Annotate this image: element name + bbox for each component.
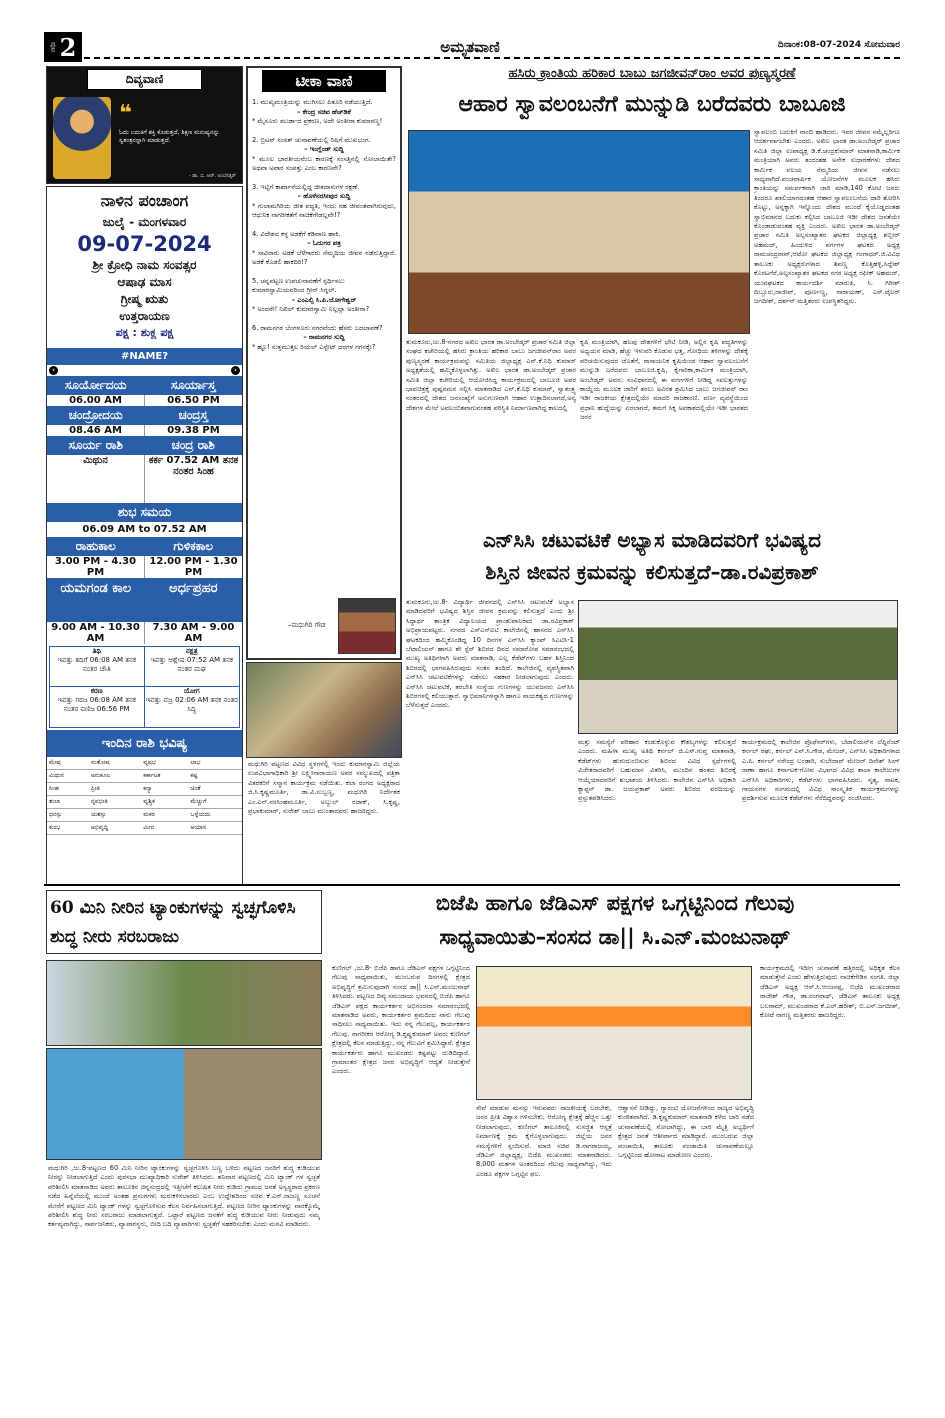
article2-col1: ತುಮಕೂರು,ಜು.8- ವಿದ್ಯಾರ್ಥಿ ಜೀವನದಲ್ಲಿ ಎನ್‌ಸಿಸಿ ಚಟುವಟಿಕೆ ಅಭ್ಯಾಸ ಮಾಡಿದವರಿಗೆ ಭವಿಷ್ಯದ ಶಿಸ್ತಿನ ಜೀವನ ಕ್ರಮವನ್ನು ಕಲಿಸುತ್ತದೆ ಎಂದು ಶ್ರೀ ಸಿದ್ಧಾರ್ಥ ತಾಂತ್ರಿಕ ವಿದ್ಯಾಲಯದ ಪ್ರಾಂಶುಪಾಲರಾದ ಡಾ.ರವಿಪ್ರಕಾಶ್ ಅಭಿಪ್ರಾಯಪಟ್ಟರು. ನಗರದ ಎಸ್‌ಎಸ್‌ಐಟಿ ಕಾಲೇಜಿನಲ್ಲಿ ಹಾಸನದ ಎನ್‌ಸಿಸಿ ಘಟಕದಿಂದ ಹಮ್ಮಿಕೊಂಡಿದ್ದ 10 ದಿನಗಳ ಎನ್‌ಸಿಸಿ ಕ್ಯಾಂಪ್ ಸಿಎಟಿಸಿ-1 ಬೆಟಾಲಿಯನ್ ಹಾಗೂ ಶೇ ಸ್ಟೆನ್ ಶಿಬಿರದ ದಿನದ ಸಮಾರೋಪ ಸಮಾರಂಭದಲ್ಲಿ ಮುಖ್ಯ ಅತಿಥಿಗಳಾಗಿ ಅವರು ಮಾತನಾಡಿ, ಎಲ್ಲ ಕೆಡೆಟ್‌ಗಳು ಬಹಳ ಶಿಸ್ತಿನಿಂದ ಶಿಬಿರದಲ್ಲಿ ಭಾಗವಹಿಸಿರುವುದು ಸಂತಸ ತಂದಿದೆ. ಕಾಲೇಜಿನಲ್ಲಿ ವ್ಯವಸ್ಥಿತವಾಗಿ ಎನ್‌ಸಿಸಿ ಚಟುವಟಿಕೆಗಳನ್ನು ನಡೆಸಲು ಸಹಕಾರ ನೀಡಲಾಗುವುದು ಎಂದರು. ಎನ್‌ಸಿಸಿ ಚಟುವಟಿಕೆ, ತರಬೇತಿ ಸಂಸ್ಥೆಯ ಗುಣಗಳನ್ನು ಯುವಜನರು ಎನ್‌ಸಿಸಿ ಶಿಬಿರಗಳಲ್ಲಿ ಕಲಿಯುತ್ತಾರೆ. ಸ್ವಾಭಿಮಾನಿಗಳನ್ನಾಗಿ ಹಾಗೂ ನಾಯಕತ್ವದ ಗುಣಗಳನ್ನು ಬೆಳೆಸುತ್ತದೆ ಎಂದರು.	[406, 598, 574, 710]
tithi-value: ಇವತ್ತು ತದಿಗೆ 06:08 AM ತನಕ ನಂತರ ಚೌತಿ	[57, 656, 137, 673]
tika-vaani-box	[246, 66, 402, 660]
yama-labels	[47, 578, 242, 622]
rashi-prediction: ಪ್ರೀತಿ	[89, 783, 141, 796]
tika-news: 6. ರಾಮನಗರ ಬೆಂಗಳೂರು ನಗರವೆಂದು ಹೆಸರು ಬದಲಾವಣೆ?	[252, 323, 383, 332]
article3-photo-workers	[46, 1048, 322, 1160]
surya-rashi-label: ಸೂರ್ಯ ರಾಶಿ	[68, 438, 123, 452]
moon-labels	[47, 406, 242, 425]
gulika-time: 12.00 PM - 1.30 PM	[149, 556, 238, 578]
karana-value: ಇವತ್ತು ಗರಜ 06:08 AM ತನಕ ನಂತರ ವಣಿಜ 06:56 PM	[57, 696, 136, 713]
rashi-prediction: ಸಂತೋಷ	[89, 757, 141, 770]
moonset-time: 09.38 PM	[167, 425, 220, 436]
tika-news: 3. ಇಟ್ಟಿಗೆ ಕಾರ್ಖಾನೆಯಲ್ಲಿದ್ದ ಜೀತದಾಳುಗಳ ರಕ್ಷಣೆ.	[252, 182, 360, 191]
tika-source: – ಕೇಂದ್ರ ಸಚಿವ ಹೆಚ್‌ಡಿಕೆ	[297, 107, 351, 116]
rashi-prediction: ಒಳ್ಳೆಯದು	[188, 809, 242, 822]
rashi-row	[47, 783, 242, 796]
sunset-label: ಸೂರ್ಯಾಸ್ತ	[170, 378, 216, 392]
article2-col3: ಕಾರ್ಯಕ್ರಮದಲ್ಲಿ ಕಾಲೇಜಿನ ಪ್ರೊಫೆಸರ್‌ಗಳು, ಬೆಟಾಲಿಯನ್‌ನ ಲೆಫ್ಟಿನೆಂಟ್ ಕರ್ನಲ್ ರಘು, ಕರ್ನಲ್ ಎನ್.ಸಿ.ಗೌಡ, ಮೇಜರ್, ಎನ್‌ಸಿಸಿ ಅಧಿಕಾರಿಗಳಾದ ಎ.ಪಿ. ಕರ್ನಲ್ ನರೇಂದ್ರ ಬಂಡಾರಿ, ಸುಬೇದಾರ್ ಮೇಜರ್ ದಿನೇಶ್ ಸಿಂಗ್ ರಾಣಾ ಹಾಗೂ ಕರ್ನಾಟಕ-ಗೋವ ವಿಭಾಗದ ವಿವಿಧ ಶಾಲಾ ಕಾಲೇಜುಗಳ ಎನ್‌ಸಿಸಿ ಅಧಿಕಾರಿಗಳು, ಕೆಡೆಟ್‌ಗಳು ಭಾಗವಹಿಸಿದರು. ನೃತ್ಯ, ನಾಟಕ, ಗಾಯನಗಳ ಸಂಗಮದಲ್ಲಿ ವಿವಿಧ ಸಾಂಸ್ಕೃತಿಕ ಕಾರ್ಯಕ್ರಮಗಳನ್ನು ಪ್ರದರ್ಶಿಸುವ ಮೂಲಕ ಕೆಡೆಟ್‌ಗಳು ನೆರೆದಿದ್ದವರನ್ನು ರಂಜಿಸಿದರು.	[742, 738, 900, 803]
article4-headline-line2: ಸಾಧ್ಯವಾಯಿತು–ಸಂಸದ ಡಾ|| ಸಿ.ಎನ್.ಮಂಜುನಾಥ್	[439, 925, 791, 949]
nakshatra-cell	[145, 647, 240, 687]
article3-body: ಮಧುಗಿರಿ ,ಜು.8-ಪಟ್ಟಣದ 60 ಮಿನಿ ನೀರಿನ ಟ್ಯಾಂಕುಗಳನ್ನು ಸ್ವಚ್ಛಗೊಳಿಸಿ ಬಣ್ಣ ಬಳಿದು ಪಟ್ಟಣದ ಜನರಿಗೆ ಶುದ್ಧ ಕುಡಿಯುವ ನೀರನ್ನು ನೀಡಲಾಗುತ್ತಿದೆ ಎಂದು ಪುರಸಭಾ ಮುಖ್ಯಾಧಿಕಾರಿ ಸುರೇಶ್ ತಿಳಿಸಿದರು. ಶನಿವಾರ ಪಟ್ಟಣದಲ್ಲಿ ಮಿನಿ ಟ್ಯಾಂಕ್ ಗಳ ಸ್ವಚ್ಛತೆ ಪರಿಶೀಲಿಸಿ ಮಾತನಾಡಿದ ಅವರು ತಾಲೂಕಿನ ಚಿನ್ನಸಂದ್ರದಲ್ಲಿ ಇತ್ತೀಚೆಗೆ ಕಲುಷಿತ ನೀರು ಕುಡಿದು ಗ್ರಾಮದ ಜನತೆ ಅಸ್ವಸ್ಥರಾದ ಪ್ರಕರಣ ನಡೆದ ಹಿನ್ನೆಲೆಯಲ್ಲಿ ಮುಂದೆ ಅಂತಹ ಪ್ರಸಂಗಗಳು ಮರುಕಳಿಸಬಾರದು ಎಂಬ ಉದ್ದೇಶದಿಂದ ಸಚಿವ ಕೆ.ಎನ್.ರಾಜಣ್ಣ ಸೂಚನೆ ಮೇರೆಗೆ ಪಟ್ಟಣದ ಮಿನಿ ಟ್ಯಾಂಕ್ ಗಳನ್ನು ಸ್ವಚ್ಛಗೊಳಿಸುವ ಕೆಲಸ ನಿರ್ವಹಿಸಲಾಗುತ್ತಿದೆ. ಪಟ್ಟಣದ ನೀರಿನ ಟ್ಯಾಂಕುಗಳನ್ನು ವಾರಕ್ಕೊಮ್ಮೆ ಪರಿಶೀಲಿಸಿ ಶುದ್ಧ ನೀರು ಸರಬರಾಜು ಮಾಡಲಾಗುತ್ತದೆ. ಒಟ್ಟಾರೆ ಪಟ್ಟಣದ ಜನತೆಗೆ ಶುದ್ಧ ಕುಡಿಯುವ ನೀರು ನೀಡುವುದು ನಮ್ಮ ಕರ್ತವ್ಯವಾಗಿದ್ದು, ಸಾರ್ವಜನಿಕರು, ವ್ಯಾಪಾರಸ್ಥರು, ಬೀದಿ ಬದಿ ವ್ಯಾಪಾರಿಗಳು ಸ್ವಚ್ಛತೆಗೆ ಸಹಕರಿಸಬೇಕು ಎಂದು ಮನವಿ ಮಾಡಿದರು.	[48, 1164, 320, 1229]
article4-headline-line1: ಬಿಜೆಪಿ ಹಾಗೂ ಜೆಡಿಎಸ್ ಪಕ್ಷಗಳ ಒಗ್ಗಟ್ಟಿನಿಂದ ಗೆಲುವು	[435, 891, 795, 915]
sun-labels	[47, 376, 242, 395]
rashi-prediction: ಚಿಂತೆ	[188, 783, 242, 796]
article1-col2: ಕೃಷಿ ಮಂತ್ರಿಯಾಗಿ, ಹಲವು ದೇಶಗಳಿಗೆ ಭೇಟಿ ನೀಡಿ, ಅಲ್ಲಿನ ಕೃಷಿ ಪದ್ಧತಿಗಳನ್ನು ಅಧ್ಯಯನ ಮಾಡಿ, ಹೆಚ್ಚು ಇಳುವರಿ ಕೊಡುವ ಭತ್ತ, ಗೋಧಿಯ ತಳಿಗಳನ್ನು ದೇಶಕ್ಕೆ ಪರಿಚಯಿಸುವುದರ ಜೊತೆಗೆ, ರಾಸಾಯನಿಕ ಕೃಷಿಯಿಂದ ಆಹಾರ ಸ್ವಾವಲಂಬನೆಗೆ ಮುನ್ನುಡಿ ಬರೆದವರು ಬಾಬೂಜಿ.ಕೃಷಿ, ಕೈಗಾರಿಕಾ,ಕಾರ್ಮಿಕ ಮಂತ್ರಿಯಾಗಿ, ಅಂಬೇಡ್ಕರ್ ಅವರು ಸಂವಿಧಾನದಲ್ಲಿ ಈ ವರ್ಗಗಳಿಗೆ ನೀಡಿದ್ದ ಸವಲತ್ತುಗಳನ್ನು ಕಾಯ್ದೆಯ ಮೂಲಕ ಜಾರಿಗೆ ತರಲು ಅವಿರತ ಶ್ರಮಿಸಿದ ಬಾಬು ಜಗಜೀವನ್ ರಾಂ ಇಡೀ ರಾಜಕೀಯ ಕ್ಷೇತ್ರದಲ್ಲಿಯೇ ಮಾದರಿ ರಾಜಕಾರಣಿ. ವರ್ಣ ವ್ಯವಸ್ಥೆಯಿಂದ ಪ್ರಧಾನಿ ಹುದ್ದೆಯನ್ನು ಏರಲಾಗದೆ, ತಮಗೆ ಸಿಕ್ಕ ಅವಕಾಶದಲ್ಲಿಯೇ ಇಡೀ ಭಾರತದ ಜನರ	[580, 338, 748, 422]
rashi-prediction: ಯಶಸ್ಸು	[89, 809, 141, 822]
article2-headline-line2: ಶಿಸ್ತಿನ ಜೀವನ ಕ್ರಮವನ್ನು ಕಲಿಸುತ್ತದೆ–ಡಾ.ರವಿಪ್ರಕಾಶ್	[485, 560, 819, 584]
yama-time: 9.00 AM - 10.30 AM	[47, 622, 145, 644]
rashi-prediction: ಅನುಕೂಲ	[89, 770, 141, 783]
rashi-bhavishya-title: ಇಂದಿನ ರಾಶಿ ಭವಿಷ್ಯ	[47, 730, 242, 757]
rashi-name: ಮೀನ	[141, 822, 188, 835]
nakshatra-label: ನಕ್ಷತ್ರ	[185, 647, 198, 655]
rashi-row	[47, 822, 242, 835]
name-error-bar: #NAME?	[47, 348, 242, 365]
masa: ಆಷಾಢ ಮಾಸ	[117, 275, 172, 289]
tika-author: –ಮಧುಗಿರಿ ಗೌಡ	[288, 621, 326, 629]
article1-photo	[408, 130, 750, 334]
page-label: ಪುಟ	[49, 41, 58, 53]
tika-source: – ಎಂಎಲ್ಸಿ ಸಿ.ಪಿ.ಯೋಗೇಶ್ವರ್	[291, 295, 357, 304]
shubha-label: ಶುಭ ಸಮಯ	[47, 503, 242, 522]
sunrise-time: 06.00 AM	[47, 395, 145, 406]
tika-comment: * ಸಾವಿರಾರು ಅಡಕೆ ಬೆಳೆಗಾರರು ನೆಮ್ಮದಿಯ ಜೀವನ ನಡೆಸುತ್ತಿದ್ದಾರೆ. ಅಡಕೆ ಕೊಡಲಿ ಹಾಕದಿರಿ!?	[252, 248, 396, 266]
yoga-label: ಯೋಗ	[183, 687, 200, 695]
tika-comment: * ಅಂದರೇ! ನಿಖಿಲ್ ಕುಮಾರಸ್ವಾಮಿ ನಿಲ್ಲಲ್ಲಾ ಅಂತೀರಾ?	[252, 305, 370, 313]
paper-name: ಅಮೃತವಾಣಿ	[440, 38, 500, 56]
rashi-row	[47, 796, 242, 809]
surya-rashi: ಮಿಥುನ	[47, 455, 145, 503]
shubha-time: 06.09 AM to 07.52 AM	[82, 524, 207, 535]
next-arrow-icon[interactable]: ›	[231, 366, 240, 375]
tika-comment: * ಗುಲಾಮಗಿರಿಯ ಜೀತ ಪದ್ಧತಿ, ಇಂದು ಸಹ ಜೀವಂತವಾಗಿರುವುದು, ಆಧುನಿಕ ನಾಗರೀಕತೆಗೆ ನಾಚಿಕೆಗೇಡಲ್ಲವೇ!?	[252, 201, 396, 219]
article1-headline: ಆಹಾರ ಸ್ವಾವಲಂಬನೆಗೆ ಮುನ್ನುಡಿ ಬರೆದವರು ಬಾಬೂಜಿ	[458, 92, 846, 117]
yama-values	[47, 622, 242, 644]
moon-values	[47, 425, 242, 436]
nakshatra-value: ಇವತ್ತು ಆಶ್ಲೇಷ 07:52 AM ತನಕ ನಂತರ ಮಘ	[150, 656, 234, 673]
panchanga-box	[46, 186, 243, 885]
rashi-name: ಮಿಥುನ	[47, 770, 89, 783]
tithi-grid	[49, 646, 240, 728]
yoga-value: ಇವತ್ತು ವಜ್ರ 02:06 AM ತನಕ ನಂತರ ಸಿದ್ಧಿ	[145, 696, 238, 713]
panchanga-date: 09-07-2024	[77, 232, 212, 256]
tika-source: – ಇಂಗ್ಲೆಂಡ್ ಸುದ್ದಿ	[304, 145, 344, 153]
sunset-time: 06.50 PM	[167, 395, 220, 406]
rashi-row	[47, 809, 242, 822]
rashi-name: ಧನಸ್ಸು	[47, 809, 89, 822]
samvatsara: ಶ್ರೀ ಕ್ರೋಧಿ ನಾಮ ಸಂವತ್ಸರ	[92, 258, 197, 272]
rashi-name: ಕರ್ಕಾಟಕ	[141, 770, 188, 783]
yama-label: ಯಮಗಂಡ ಕಾಲ	[60, 581, 132, 596]
article4-col3: ಆಶ್ವಾಸನೆ ನೀಡಿದ್ದು, ಗ್ಯಾರಂಟಿ ಯೋಜನೆಗಳಿಂದ ರಾಜ್ಯದ ಅಭಿವೃದ್ಧಿ ಕುಂಠಿತವಾಗಿದೆ. ಡಿ.ಕೃಷ್ಣಕುಮಾರ್ ಮಾತನಾಡಿ ಕಳೆದ ಬಾರಿ ನಡೆದ ಚುನಾವಣೆಯಲ್ಲಿ ಸೋಲಾಗಿದ್ದು, ಈ ಬಾರಿ ಮೈತ್ರಿ ಅಭ್ಯರ್ಥಿಗೆ ಕ್ಷೇತ್ರದ ಜನತೆ ಆಶೀರ್ವಾದ ಮಾಡಿದ್ದಾರೆ. ಮುಂಬರುವ ಜಿಲ್ಲಾ ಪಂಚಾಯಿತಿ, ತಾಲೂಕು ಪಂಚಾಯಿತಿ ಚುನಾವಣೆಯಲ್ಲೂ ಒಗ್ಗಟ್ಟಿನಿಂದ ಹೋರಾಟ ಮಾಡೋಣ ಎಂದರು.	[618, 1104, 754, 1160]
rahu-label: ರಾಹುಕಾಲ	[75, 539, 116, 553]
tika-news: 4. ವಿದೇಶದ ಕಳ್ಳ ಅಡಕೆಗೆ ಕಡಿವಾಣ ಹಾಕಿ.	[252, 229, 341, 238]
yoga-cell	[145, 687, 240, 727]
article2-headline	[404, 524, 900, 588]
article1-col1: ತುಮಕೂರು,ಜು.8-ನಗರದ ಅಖಿಲ ಭಾರತ ಡಾ.ಅಂಬೇಡ್ಕರ್ ಪ್ರಚಾರ ಸಮಿತಿ ಜಿಲ್ಲಾ ಸಂಘದ ಕಚೇರಿಯಲ್ಲಿ ಹಸಿರು ಕ್ರಾಂತಿಯ ಹರಿಕಾರ ಬಾಬು ಜಗಜೀವನ್‌ರಾಂ ಅವರ ಪುಣ್ಯಸ್ಮರಣೆ ಕಾರ್ಯಕ್ರಮವನ್ನು ಸಮಿತಿಯ ಜಿಲ್ಲಾಧ್ಯಕ್ಷ ಎನ್.ಕೆ.ನಿಧಿ ಕುಮಾರ್ ಅಧ್ಯಕ್ಷತೆಯಲ್ಲಿ ಹಮ್ಮಿಕೊಳ್ಳಲಾಗಿತ್ತು. ಅಖಿಲ ಭಾರತ ಡಾ.ಅಂಬೇಡ್ಕರ್ ಪ್ರಚಾರ ಸಮಿತಿ ಜಿಲ್ಲಾ ಕಚೇರಿಯಲ್ಲಿ ಆಯೋಜಿಸಿದ್ದ ಕಾರ್ಯಕ್ರಮದಲ್ಲಿ ಬಾಬೂಜಿ ಅವರ ಭಾವಚಿತ್ರಕ್ಕೆ ಪುಷ್ಪನಮನ ಸಲ್ಲಿಸಿ ಮಾತನಾಡಿದ ಎನ್.ಕೆ.ನಿಧಿ ಕುಮಾರ್, ಸ್ವಾತಂತ್ರ್ಯ ನಂತರದಲ್ಲಿ ದೇಶದ ಜನಸಂಖ್ಯೆಗೆ ಅನುಗುಣವಾಗಿ ಆಹಾರ ಉತ್ಪಾದಿಸಲಾಗದೆ,ಅನ್ಯ ದೇಶಗಳ ಮೇಲೆ ಅವಲಂಬಿತವಾಗುವಂತಹ ಪರಿಸ್ಥಿತಿ ನಿರ್ಮಾಣವಾಗಿದ್ದ ಕಾಲದಲ್ಲಿ	[406, 338, 576, 412]
header-divider	[84, 57, 900, 59]
article4-col1: ಕುಣಿಗಲ್ ,ಜು.8- ಬಿಜೆಪಿ ಹಾಗೂ ಜೆಡಿಎಸ್ ಪಕ್ಷಗಳ ಒಗ್ಗಟ್ಟಿನಿಂದ ಗೆಲುವು ಸಾಧ್ಯವಾಯಿತು, ಮುಂಬರುವ ದಿನಗಳಲ್ಲಿ ಕ್ಷೇತ್ರದ ಅಭಿವೃದ್ಧಿಗೆ ಶ್ರಮಿಸುವುದಾಗಿ ಸಂಸದ ಡಾ|| ಸಿ.ಎನ್.ಮಂಜುನಾಥ್ ತಿಳಿಸಿದರು. ಪಟ್ಟಣದ ದಿವ್ಯ ಸಮುದಾಯ ಭವನದಲ್ಲಿ ಬಿಜೆಪಿ ಹಾಗೂ ಜೆಡಿಎಸ್ ಪಕ್ಷದ ಕಾರ್ಯಕರ್ತರ ಅಭಿನಂದನಾ ಸಮಾರಂಭದಲ್ಲಿ ಮಾತನಾಡಿದ ಅವರು, ಕಾರ್ಯಕರ್ತರ ಶ್ರಮದಿಂದ ನಾನು ಗೆಲುವು ಸಾಧಿಸಲು ಸಾಧ್ಯವಾಯಿತು. ಇದು ನನ್ನ ಗೆಲುವಲ್ಲ, ಕಾರ್ಯಕರ್ತರ ಗೆಲುವು. ನಾಗರೀಕರ ಆರೋಗ್ಯ ಡಿ.ಕೃಷ್ಣಕುಮಾರ್ ಅವರು ಕುಣಿಗಲ್ ಕ್ಷೇತ್ರದಲ್ಲಿ ಕೆಲಸ ಮಾಡುತ್ತಿದ್ದು, ನನ್ನ ಗೆಲುವಿಗೆ ಶ್ರಮಿಸಿದ್ದಾರೆ. ಕ್ಷೇತ್ರದ ಕಾರ್ಯಕರ್ತರು ಹಾಗೂ ಮುಖಂಡರು ಕಷ್ಟಪಟ್ಟು ದುಡಿದಿದ್ದಾರೆ. ಗ್ರಾಮಾಂತರ ಕ್ಷೇತ್ರದ ಜನರ ಅಭಿವೃದ್ಧಿಗೆ ಆದ್ಯತೆ ನೀಡುತ್ತೇನೆ ಎಂದರು.	[332, 964, 470, 1076]
karana-cell	[50, 687, 145, 727]
rashi-name: ಮೇಷ	[47, 757, 89, 770]
tika-item	[252, 324, 396, 353]
rashi-name: ಸಿಂಹ	[47, 783, 89, 796]
article4-col2: ಸೇವೆ ಮಾಡುವ ಮನಸ್ಸು ಇರುವವರು ರಾಜಕೀಯಕ್ಕೆ ಬರಬೇಕು, ಜನರ ಪ್ರೀತಿ ವಿಶ್ವಾಸ ಗಳಿಸಬೇಕು. ಆರೋಗ್ಯ ಕ್ಷೇತ್ರಕ್ಕೆ ಹೆಚ್ಚಿನ ಒತ್ತು ನೀಡಲಾಗುವುದು, ಕುಣಿಗಲ್ ತಾಲೂಕಿನಲ್ಲಿ ಸುಸಜ್ಜಿತ ಆಸ್ಪತ್ರೆ ನಿರ್ಮಾಣಕ್ಕೆ ಕ್ರಮ ಕೈಗೊಳ್ಳಲಾಗುವುದು. ಜಿಲ್ಲೆಯ ಜನರ ಸಮಸ್ಯೆಗಳಿಗೆ ಸ್ಪಂದಿಸುವೆ. ಮಾಜಿ ಸಚಿವ ಡಿ.ನಾಗರಾಜಯ್ಯ, ಜೆಡಿಎಸ್ ಜಿಲ್ಲಾಧ್ಯಕ್ಷ, ಬಿಜೆಪಿ ಮುಖಂಡರು ಮಾತನಾಡಿದರು. 8,000 ಮತಗಳ ಅಂತರದಿಂದ ಗೆಲುವು ಸಾಧ್ಯವಾಗಿದ್ದು, ಇದು ಎರಡೂ ಪಕ್ಷಗಳ ಒಗ್ಗಟ್ಟಿನ ಫಲ.	[476, 1104, 612, 1178]
article4-headline	[330, 886, 900, 954]
rashi-name: ವೃಶ್ಚಿಕ	[141, 796, 188, 809]
tika-source: – ಓದುಗರ ಪತ್ರ	[307, 239, 341, 247]
divyavani-title: ದಿವ್ಯವಾಣಿ	[87, 69, 202, 90]
ardha-label: ಅರ್ಧಪ್ರಹರ	[169, 581, 218, 596]
ritu: ಗ್ರೀಷ್ಮ ಋತು	[120, 292, 169, 306]
chandra-rashi: ಕರ್ಕ 07.52 AM ತನಕ ನಂತರ ಸಿಂಹ	[148, 455, 239, 477]
ambedkar-portrait	[53, 97, 111, 179]
sun-values	[47, 395, 242, 406]
tika-vaani-title: ಟೀಕಾ ವಾಣಿ	[262, 70, 386, 92]
rashi-row	[47, 770, 242, 783]
karana-label: ಕರಣ	[90, 687, 103, 695]
article1-kicker: ಹಸಿರು ಕ್ರಾಂತಿಯ ಹರಿಕಾರ ಬಾಬು ಜಗಜೀವನ್‌ರಾಂ ಅವರ ಪುಣ್ಯಸ್ಮರಣೆ	[508, 66, 796, 81]
tika-comment: * ಮೈಸೂರು ಮುಡಾ-ದ ಪ್ರಕರಣ, ಅದೇ ಅಂತೀರಾ ಕುಮಾರಣ್ಣ!	[252, 117, 383, 125]
tithi-cell	[50, 647, 145, 687]
rashi-prediction: ಮೆಚ್ಚುಗೆ	[188, 796, 242, 809]
article3-headline: 60 ಮಿನಿ ನೀರಿನ ಟ್ಯಾಂಕುಗಳನ್ನು ಸ್ವಚ್ಛಗೊಳಿಸಿ ಶುದ್ಧ ನೀರು ಸರಬರಾಜು	[46, 890, 322, 954]
panchanga-month-day: ಜುಲೈ - ಮಂಗಳವಾರ	[102, 215, 187, 229]
rashi-values	[47, 455, 242, 503]
tika-comment: * ಮೂಲ ಭಾರತೀಯನೆಂಬ ಕಾರಣಕ್ಕೆ ಸಂಸತ್ತಿನಲ್ಲಿ ಸೋಲಾಯಿತೇ? ಅಥವಾ ಅಪಾರ ಸಂಪತ್ತು ಎಂಬ ಕಾರಣವೇ?	[252, 154, 396, 172]
chandra-rashi-label: ಚಂದ್ರ ರಾಶಿ	[171, 438, 215, 452]
photo-caption: ಮಧುಗಿರಿ ಪಟ್ಟಣದ ವಿವಿಧ ಸ್ಥಳಗಳಲ್ಲಿ ಇಂದು ಕುಮಾರಸ್ವಾಮಿ ಜಿಲ್ಲೆಯ ಉಪವಿಭಾಗಾಧಿಕಾರಿ ಶ್ರೀ ಲಕ್ಷ್ಮೀನಾರಾಯಣ ಅವರ ಸಮ್ಮುಖದಲ್ಲಿ ಪತ್ರಿಕಾ ವಿತರಕರಿಗೆ ಸನ್ಮಾನ ಕಾರ್ಯಕ್ರಮ ನಡೆಯಿತು. ಕಲಾ ರಂಗದ ಅಧ್ಯಕ್ಷರಾದ ಜಿ.ಸಿ.ಕೃಷ್ಣಮೂರ್ತಿ, ಡಾ.ವಿ.ಸುಬ್ಬಣ್ಣ, ಮಧುಗಿರಿ ನಿರ್ದೇಶಕ ಎಂ.ಎನ್.ನರಸಿಂಹಮೂರ್ತಿ, ಅಬ್ದುಲ್ ರಜಾಕ್, ಸಿ.ಕೃಷ್ಣ, ಪ್ರಭಾಕುಮಾರ್, ಸುರೇಶ್ ಬಾಬು ಮುಂತಾದವರು ಹಾಜರಿದ್ದರು.	[248, 760, 400, 816]
tika-news: 2. ಬ್ರಿಟನ್ ಸಂಸತ್ ಚುನಾವಣೆಯಲ್ಲಿ ರಿಷಿಗೆ ಮುಖಭಂಗ.	[252, 135, 371, 144]
tika-item	[252, 277, 396, 315]
moonrise-label: ಚಂದ್ರೋದಯ	[68, 408, 123, 422]
gulika-label: ಗುಳಿಕಕಾಲ	[173, 539, 214, 553]
paksha: ಪಕ್ಷ : ಶುಕ್ಲ ಪಕ್ಷ	[115, 326, 174, 339]
rashi-name: ಮಕರ	[141, 809, 188, 822]
kala-values	[47, 556, 242, 578]
page-number-badge	[44, 32, 82, 62]
rashi-prediction: ಆಯಾಸ	[188, 822, 242, 835]
kala-labels	[47, 537, 242, 556]
rashi-prediction: ನೃಪಭೀತಿ	[89, 796, 141, 809]
panchanga-title: ನಾಳಿನ ಪಂಚಾಂಗ	[100, 191, 189, 210]
tika-list	[248, 94, 400, 365]
tika-source: – ರಾಮನಗರ ಸುದ್ದಿ	[303, 333, 345, 341]
rashi-row	[47, 757, 242, 770]
rashi-prediction: ಅಭಿವೃದ್ಧಿ	[89, 822, 141, 835]
ayana: ಉತ್ತರಾಯಣ	[119, 309, 170, 323]
page-number: 2	[59, 32, 77, 62]
tika-news: 1. ಮುಖ್ಯಮಂತ್ರಿಯನ್ನು ಮುಗಿಸಲು ಪಿತೂರಿ ನಡೆಯುತ್ತಿದೆ.	[252, 98, 373, 106]
issue-date: ದಿನಾಂಕ:08-07-2024 ಸೋಮವಾರ	[777, 40, 900, 50]
rashi-name: ವೃಷಭ	[141, 757, 188, 770]
ardha-time: 7.30 AM - 9.00 AM	[152, 622, 235, 644]
tika-item	[252, 98, 396, 127]
article3-photo-tank	[46, 960, 322, 1046]
rashi-labels	[47, 436, 242, 455]
tika-comment: * ಹ್ಞೂ! ಸುತ್ತಮುತ್ತಲ ರಿಯಲ್ ಎಸ್ಟೇಟ್ ದರಗಳ ಗಗನಕ್ಕೇ?	[252, 342, 376, 351]
divyavani-author: - ಡಾ. ಬಿ. ಆರ್. ಅಂಬೇಡ್ಕರ್	[188, 173, 236, 179]
article2-col2: ಮತ್ತು ಸಮಸ್ಯೆಗೆ ಪರಿಹಾರ ಕಂಡುಕೊಳ್ಳುವ ಕೌಶಲ್ಯಗಳನ್ನು ಕಲಿಸುತ್ತದೆ ಎಂದರು. ಮಹಿಳಾ ಮುಖ್ಯ ಅತಿಥಿ ಕರ್ನಲ್ ಜಿ.ಎಸ್.ಗುಪ್ತ ಮಾತನಾಡಿ, ಕೆಡೆಟ್‌ಗಳು ಹುರುದುಂಬಿಸುವ ಶಿಬಿರದ ವಿವಿಧ ಸ್ಪರ್ಧೆಗಳಲ್ಲಿ ವಿಜೇತರಾದವರಿಗೆ ಬಹುಮಾನ ವಿತರಿಸಿ, ಮುಂದಿನ ಹಂತದ ಶಿಬಿರಕ್ಕೆ ಆಯ್ಕೆಯಾದವರಿಗೆ ಶುಭಾಶಯ ತಿಳಿಸಿದರು. ಕಾಲೇಜಿನ ಎನ್‌ಸಿಸಿ ಅಧಿಕಾರಿ ಕ್ಯಾಪ್ಟನ್ ಡಾ. ಜಯಪ್ರಕಾಶ್ ಅವರು ಶಿಬಿರದ ವರದಿಯನ್ನು ಪ್ರಸ್ತುತಪಡಿಸಿದರು.	[578, 738, 736, 803]
divyavani-quote: ಓದು ಬದುಕಿಗೆ ಶಕ್ತಿ ಕೊಡುತ್ತದೆ, ಶಿಕ್ಷಣ ಮನುಷ್ಯನನ್ನು ಸ್ವತಂತ್ರನನ್ನಾಗಿ ಮಾಡುತ್ತದೆ.	[119, 129, 220, 144]
rashi-prediction: ಲಾಭ	[188, 757, 242, 770]
sunrise-label: ಸೂರ್ಯೋದಯ	[64, 378, 127, 392]
rashi-prediction: ಕಷ್ಟ	[188, 770, 242, 783]
panchanga-nav	[47, 365, 242, 376]
moonset-label: ಚಂದ್ರಸ್ತ	[178, 408, 208, 422]
tika-source: – ಹೊಳೆನರಸೀಪುರ ಸುದ್ದಿ	[297, 192, 351, 200]
divyavani-box	[46, 66, 243, 184]
article4-col4: ಕಾರ್ಯಕ್ರಮದಲ್ಲಿ ಇದೀಗ ಚುನಾವಣೆ ಹತ್ತಿರದಲ್ಲಿ ಅಧಿಕೃತ ಕೆಲಸ ಮಾಡುತ್ತೇನೆ ಎಂದು ಹೇಳುತ್ತಿರುವುದು ನಾಚಿಕೆಗೇಡಿನ ಸಂಗತಿ. ಜಿಲ್ಲಾ ಜೆಡಿಎಸ್ ಅಧ್ಯಕ್ಷ ಆರ್.ಸಿ.ಆಂಜನಪ್ಪ, ಬಿಜೆಪಿ ಮುಖಂಡರಾದ ರಾಜೇಶ್ ಗೌಡ, ಡಾ.ರಂಗನಾಥ್, ಜೆಡಿಎಸ್ ತಾಲೂಕು ಅಧ್ಯಕ್ಷ ಬಲರಾಮ್, ಮುಖಂಡರಾದ ಕೆ.ಎಲ್.ಹರೀಶ್, ಬಿ.ಎನ್.ಜಗದೀಶ್, ಕೋಟೆ ನಾಗಣ್ಣ ಮತ್ತಿತರರು ಹಾಜರಿದ್ದರು.	[760, 964, 900, 1020]
rashi-name: ಕನ್ಯಾ	[141, 783, 188, 796]
article2-photo	[578, 600, 898, 734]
tika-item	[252, 136, 396, 174]
rashi-name: ತುಲಾ	[47, 796, 89, 809]
tithi-label: ತಿಥಿ	[92, 647, 101, 655]
moonrise-time: 08.46 AM	[47, 425, 145, 436]
rahu-time: 3.00 PM - 4.30 PM	[47, 556, 145, 578]
tika-item	[252, 230, 396, 268]
prev-arrow-icon[interactable]: ‹	[49, 366, 58, 375]
rashi-name: ಕುಂಭ	[47, 822, 89, 835]
tika-item	[252, 183, 396, 221]
article4-photo	[476, 966, 752, 1100]
quote-icon: ❝	[119, 101, 132, 126]
event-photo-felicitation	[246, 662, 402, 758]
article1-col3: ಸ್ವಾವಲಂಬಿ ಬದುಕಿಗೆ ನಾಂದಿ ಹಾಡಿದರು. ಇವರ ಜೀವನ ನಮ್ಮೆಲ್ಲರಿಗೂ ಆದರ್ಶವಾಗಬೇಕು ಎಂದರು. ಅಖಿಲ ಭಾರತ ಡಾ.ಅಂಬೇಡ್ಕರ್ ಪ್ರಚಾರ ಸಮಿತಿ ಜಿಲ್ಲಾ ಉಪಾಧ್ಯಕ್ಷ ಡಿ.ಕೆ.ಚಂದ್ರಕುಮಾರ್ ಮಾತನಾಡಿ,ಕಾರ್ಮಿಕ ಮಂತ್ರಿಯಾಗಿ ಅವರು ತಂದಂತಹ ಅನೇಕ ಸುಧಾರಣೆಗಳು ದೇಶದ ಕಾರ್ಮಿಕ ವಲಯ ನೆಮ್ಮದಿಯ ಜೀವನ ನಡೆಸಲು ಸಾಧ್ಯವಾಗಿದೆ.ಪಂಚವಾರ್ಷಿಕ ಯೋಜನೆಗಳ ಮೂಲಕ ಹಸಿರು ಕ್ರಾಂತಿಯನ್ನು ಸಮರ್ಪಕವಾಗಿ ಜಾರಿ ಮಾಡಿ,140 ಕೋಟಿ ಜನರು ತಿಂದರೂ ಖಾಲಿಯಾಗದಂತಹ ಆಹಾರ ಸ್ವಾವಲಂಬನೆಯ ದಾರಿ ತೋರಿಸಿ ಕೊಟ್ಟು, ಅನ್ನಕ್ಕಾಗಿ ಇನ್ನೊಂದು ದೇಶದ ಮುಂದೆ ಕೈಯೊಡ್ಡದಂತಹ ಸ್ವಾಭಿಮಾನದ ಬದುಕು ಕಲ್ಪಿಸಿದ ಬಾಬೂಜಿ ಇಡೀ ದೇಶದ ಜನತೆಯೇ ಕೊಂಡಾಡುವಂತಹ ವ್ಯಕ್ತಿ ಎಂದರು. ಅಖಿಲ ಭಾರತ ಡಾ.ಅಂಬೇಡ್ಕರ್ ಪ್ರಚಾರ ಸಮಿತಿ ಅಲ್ಪಸಂಖ್ಯಾತರ ಘಟಕದ ಜಿಲ್ಲಾಧ್ಯಕ್ಷ ಶಬ್ಬೀರ್ ಅಹಮದ್, ಹಿಂದುಳಿದ ವರ್ಗಗಳ ಘಟಕದ ಅಧ್ಯಕ್ಷ ರಾಮಚಂದ್ರರಾವ್,ಆಟೋ ಘಟಕದ ಜಿಲ್ಲಾಧ್ಯಕ್ಷ ಗಂಗಾಧರ್.ಜಿ.ವಿವಿಧ ತಾಲೂಕು ಅಧ್ಯಕ್ಷರುಗಳಾದ ಶಿವಣ್ಣ ಕೊತ್ತಿಹಳ್ಳಿ,ಸಿದ್ದೇಶ್ ಕೊರಟಗೆರೆ,ಅಲ್ಪಸಂಖ್ಯಾತರ ಘಟಕದ ನಗರ ಅಧ್ಯಕ್ಷ ರಫೀಕ್ ಅಹಮದ್, ಯುವಘಟಕದ ಕಾರ್ಯದರ್ಶಿ ಮಾರುತಿ, ಸಿ. ಗಿರೀಶ್ ದಿಬ್ಬೂರು,ರಾಜೀವ್, ಪೂರ್ಣಣ್ಣ, ನಾರಾಯಣ್, ಎಸ್.ಟೈಲರ್ ಜಗದೀಶ್, ದರ್ಶನ್ ಮತ್ತಿತರರು ಉಪಸ್ಥಿತರಿದ್ದರು.	[754, 128, 900, 306]
rashi-table	[47, 757, 242, 835]
author-photo	[338, 598, 396, 654]
tika-news: 5. ಚನ್ನಪಟ್ಟಣ ಉಪಚುನಾವಣೆಗೆ ಸ್ಪರ್ಧಿಸಲು ಕುಮಾರಸ್ವಾಮಿಯವರಿಂದ ಗ್ರೀನ್ ಸಿಗ್ನಲ್.	[252, 276, 345, 294]
article2-headline-line1: ಎನ್‌ಸಿಸಿ ಚಟುವಟಿಕೆ ಅಭ್ಯಾಸ ಮಾಡಿದವರಿಗೆ ಭವಿಷ್ಯದ	[482, 528, 822, 552]
